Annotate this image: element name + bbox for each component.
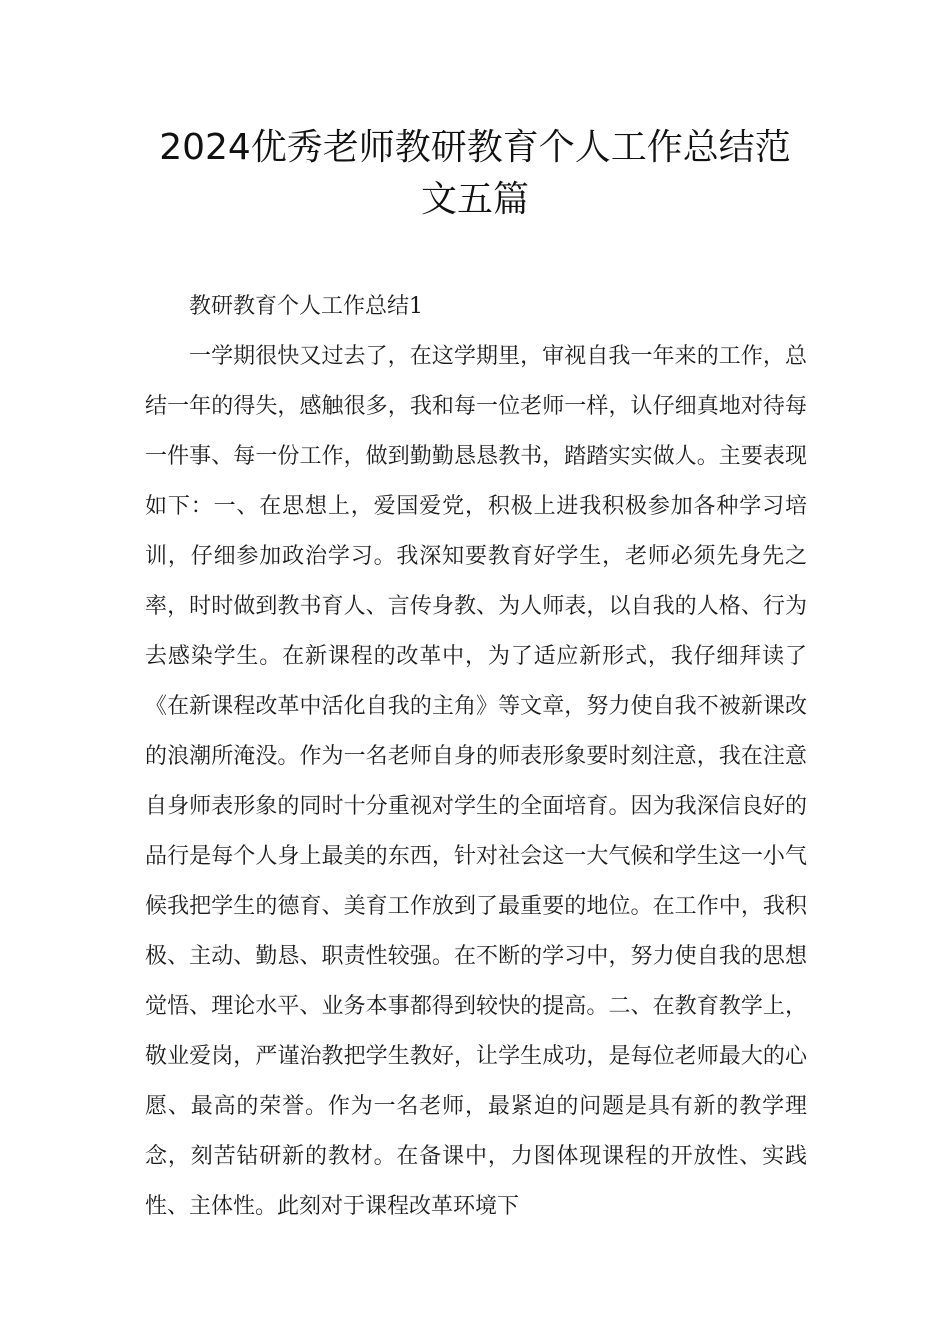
body-paragraph: 一学期很快又过去了，在这学期里，审视自我一年来的工作，总结一年的得失，感触很多，我和每一位老师一样，认仔细真地对待每一件事、每一份工作，做到勤勤恳恳教书，踏踏实实做人。主要表现如下：一、在思想上，爱国爱党，积极上进我积极参加各种学习培训，仔细参加政治学习。我深知要教育好学生，老师必须先身先之率，时时做到教书育人、言传身教、为人师表，以自我的人格、行为去感染学生。在新课程的改革中，为了适应新形式，我仔细拜读了《在新课程改革中活化自我的主角》等文章，努力使自我不被新课改的浪潮所淹没。作为一名老师自身的师表形象要时刻注意，我在注意自身师表形象的同时十分重视对学生的全面培育。因为我深信良好的品行是每个人身上最美的东西，针对社会这一大气候和学生这一小气候我把学生的德育、美育工作放到了最重要的地位。在工作中，我积极、主动、勤恳、职责性较强。在不断的学习中，努力使自我的思想觉悟、理论水平、业务本事都得到较快的提高。二、在教育教学上，敬业爱岗，严谨治教把学生教好，让学生成功，是每位老师最大的心愿、最高的荣誉。作为一名老师，最紧迫的问题是具有新的教学理念，刻苦钻研新的教材。在备课中，力图体现课程的开放性、实践性、主体性。此刻对于课程改革环境下 (145, 344, 807, 1219)
title-line-2: 文五篇 (420, 179, 529, 220)
title-line-1: 2024优秀老师教研教育个人工作总结范 (159, 127, 791, 168)
section-heading: 教研教育个人工作总结1 (189, 294, 423, 319)
document-body (145, 282, 807, 1232)
document-title (120, 122, 830, 226)
